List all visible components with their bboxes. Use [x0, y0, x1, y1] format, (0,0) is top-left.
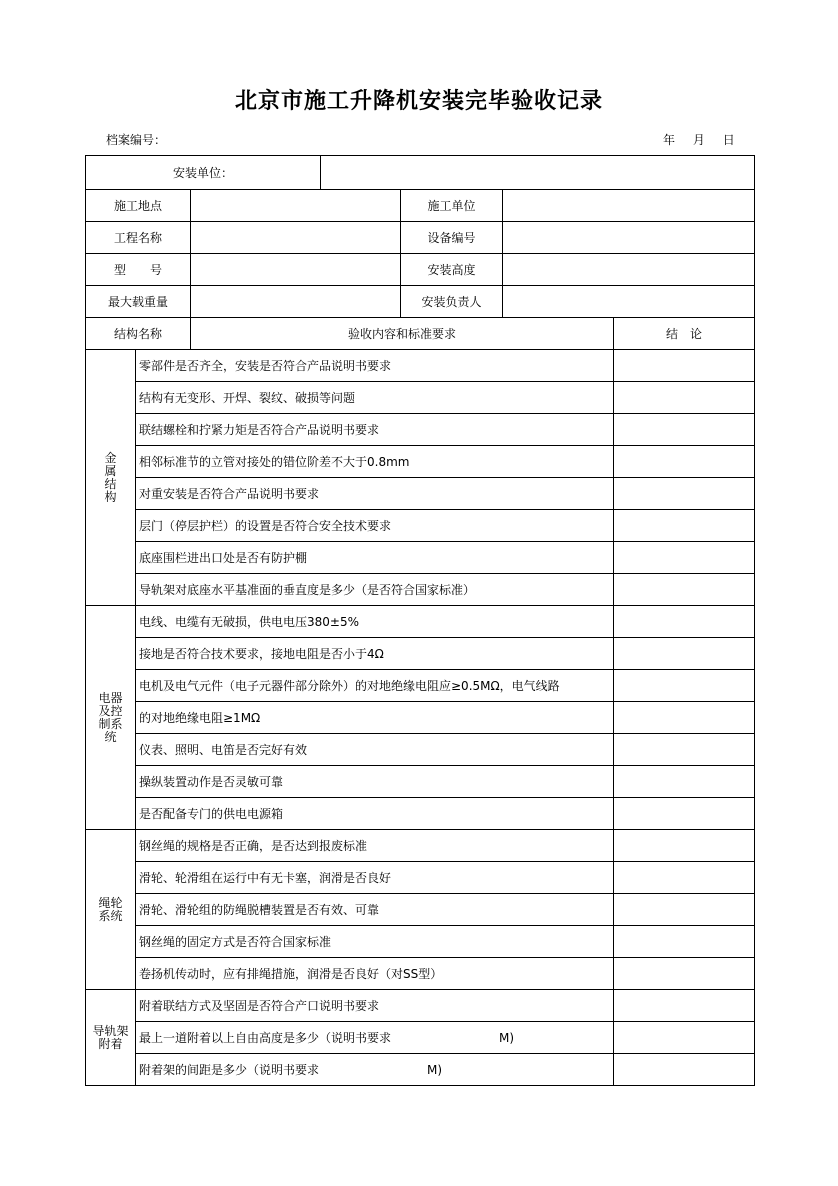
- site-field[interactable]: [191, 190, 401, 222]
- construction-unit-field[interactable]: [503, 190, 755, 222]
- conclusion-field[interactable]: [614, 638, 755, 670]
- check-item: 是否配备专门的供电电源箱: [136, 798, 614, 830]
- check-item: 钢丝绳的固定方式是否符合国家标准: [136, 926, 614, 958]
- check-item: 的对地绝缘电阻≥1MΩ: [136, 702, 614, 734]
- conclusion-field[interactable]: [614, 350, 755, 382]
- section-name-electrical-control: 电器及控制系统: [86, 606, 136, 830]
- conclusion-field[interactable]: [614, 1054, 755, 1086]
- check-item: 底座围栏进出口处是否有防护棚: [136, 542, 614, 574]
- max-load-label: 最大载重量: [86, 286, 191, 318]
- install-unit-field[interactable]: [321, 156, 755, 190]
- install-unit-label: 安装单位：: [86, 156, 321, 190]
- conclusion-header: 结 论: [614, 318, 755, 350]
- month-label: 月: [692, 133, 705, 147]
- conclusion-field[interactable]: [614, 894, 755, 926]
- day-label: 日: [722, 133, 735, 147]
- check-item: 附着联结方式及坚固是否符合产口说明书要求: [136, 990, 614, 1022]
- year-label: 年: [663, 133, 676, 147]
- check-item: 导轨架对底座水平基准面的垂直度是多少（是否符合国家标准）: [136, 574, 614, 606]
- model-label: 型 号: [86, 254, 191, 286]
- install-manager-field[interactable]: [503, 286, 755, 318]
- check-item: 相邻标准节的立管对接处的错位阶差不大于0.8mm: [136, 446, 614, 478]
- conclusion-field[interactable]: [614, 382, 755, 414]
- conclusion-field[interactable]: [614, 478, 755, 510]
- conclusion-field[interactable]: [614, 702, 755, 734]
- check-item: 零部件是否齐全，安装是否符合产品说明书要求: [136, 350, 614, 382]
- section-name-rope-pulley: 绳轮系统: [86, 830, 136, 990]
- check-item: 电机及电气元件（电子元器件部分除外）的对地绝缘电阻应≥0.5MΩ，电气线路: [136, 670, 614, 702]
- check-item: 最上一道附着以上自由高度是多少（说明书要求 M): [136, 1022, 614, 1054]
- project-name-field[interactable]: [191, 222, 401, 254]
- content-header: 验收内容和标准要求: [191, 318, 614, 350]
- check-item: 层门（停层护栏）的设置是否符合安全技术要求: [136, 510, 614, 542]
- conclusion-field[interactable]: [614, 734, 755, 766]
- check-item: 电线、电缆有无破损，供电电压380±5%: [136, 606, 614, 638]
- install-manager-label: 安装负责人: [401, 286, 503, 318]
- max-load-field[interactable]: [191, 286, 401, 318]
- conclusion-field[interactable]: [614, 990, 755, 1022]
- conclusion-field[interactable]: [614, 606, 755, 638]
- check-item: 钢丝绳的规格是否正确，是否达到报废标准: [136, 830, 614, 862]
- structure-name-header: 结构名称: [86, 318, 191, 350]
- check-item: 滑轮、滑轮组的防绳脱槽装置是否有效、可靠: [136, 894, 614, 926]
- conclusion-field[interactable]: [614, 798, 755, 830]
- section-name-metal-structure: 金属结构: [86, 350, 136, 606]
- conclusion-field[interactable]: [614, 958, 755, 990]
- conclusion-field[interactable]: [614, 574, 755, 606]
- construction-unit-label: 施工单位: [401, 190, 503, 222]
- equipment-number-field[interactable]: [503, 222, 755, 254]
- conclusion-field[interactable]: [614, 510, 755, 542]
- check-item: 联结螺栓和拧紧力矩是否符合产品说明书要求: [136, 414, 614, 446]
- section-name-guide-rail-attachment: 导轨架附着: [86, 990, 136, 1086]
- conclusion-field[interactable]: [614, 1022, 755, 1054]
- check-item: 卷扬机传动时，应有排绳措施，润滑是否良好（对SS型）: [136, 958, 614, 990]
- conclusion-field[interactable]: [614, 670, 755, 702]
- install-height-label: 安装高度: [401, 254, 503, 286]
- acceptance-table: [85, 155, 755, 1086]
- model-field[interactable]: [191, 254, 401, 286]
- install-height-field[interactable]: [503, 254, 755, 286]
- archive-number-label: 档案编号：: [106, 133, 167, 147]
- conclusion-field[interactable]: [614, 766, 755, 798]
- conclusion-field[interactable]: [614, 830, 755, 862]
- check-item: 结构有无变形、开焊、裂纹、破损等问题: [136, 382, 614, 414]
- site-label: 施工地点: [86, 190, 191, 222]
- check-item: 仪表、照明、电笛是否完好有效: [136, 734, 614, 766]
- conclusion-field[interactable]: [614, 414, 755, 446]
- conclusion-field[interactable]: [614, 926, 755, 958]
- conclusion-field[interactable]: [614, 542, 755, 574]
- check-item: 接地是否符合技术要求，接地电阻是否小于4Ω: [136, 638, 614, 670]
- document-title: 北京市施工升降机安装完毕验收记录: [234, 89, 603, 114]
- conclusion-field[interactable]: [614, 862, 755, 894]
- equipment-number-label: 设备编号: [401, 222, 503, 254]
- check-item: 操纵装置动作是否灵敏可靠: [136, 766, 614, 798]
- check-item: 对重安装是否符合产品说明书要求: [136, 478, 614, 510]
- date-fields: [663, 131, 749, 148]
- check-item: 附着架的间距是多少（说明书要求 M): [136, 1054, 614, 1086]
- conclusion-field[interactable]: [614, 446, 755, 478]
- project-name-label: 工程名称: [86, 222, 191, 254]
- check-item: 滑轮、轮滑组在运行中有无卡塞，润滑是否良好: [136, 862, 614, 894]
